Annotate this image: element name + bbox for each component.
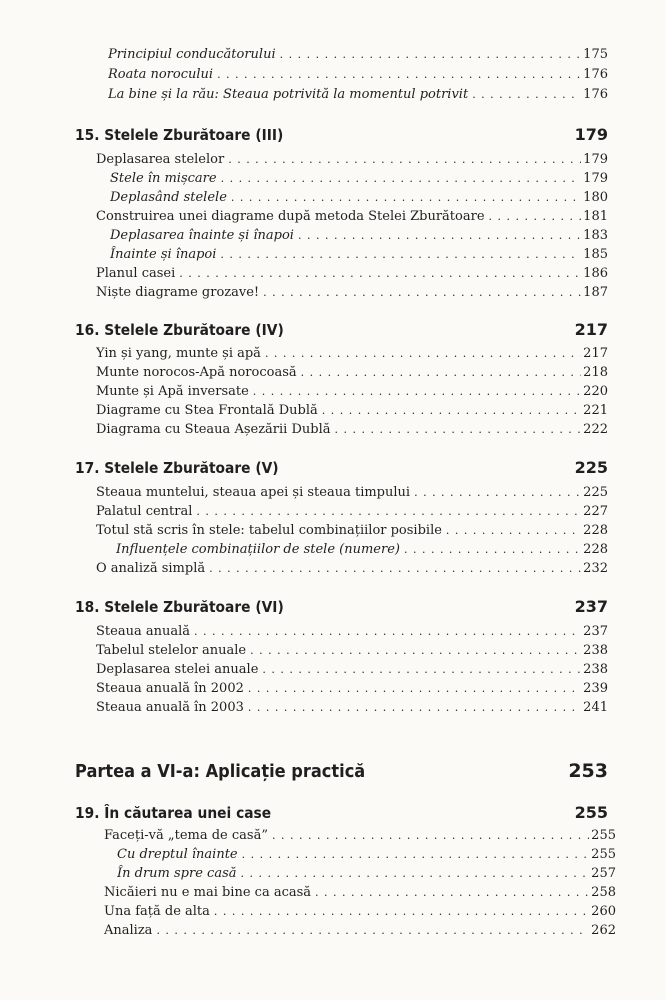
leader-dots	[194, 623, 581, 641]
leader-dots	[301, 364, 582, 382]
leader-dots	[242, 846, 590, 864]
toc-entry[interactable]	[96, 503, 608, 521]
section-page: 255	[574, 803, 608, 822]
toc-entry[interactable]	[110, 246, 608, 264]
toc-entry[interactable]	[108, 46, 608, 64]
toc-entry-label: Yin și yang, munte și apă	[96, 346, 261, 361]
toc-entry-label: Analiza	[104, 923, 153, 938]
part-heading[interactable]	[75, 760, 608, 782]
toc-entry-page: 222	[583, 422, 608, 437]
leader-dots	[241, 865, 590, 883]
toc-entry[interactable]	[96, 151, 608, 169]
leader-dots	[272, 827, 589, 845]
toc-entry-label: Stele în mișcare	[110, 171, 217, 186]
toc-entry-page: 228	[583, 523, 608, 538]
toc-entry-label: Steaua anuală în 2002	[96, 681, 244, 696]
section-title: 19. În căutarea unei case	[75, 804, 272, 822]
leader-dots	[231, 189, 581, 207]
toc-entry-page: 179	[583, 171, 608, 186]
leader-dots	[265, 345, 581, 363]
toc-entry[interactable]	[104, 827, 616, 845]
toc-entry[interactable]	[96, 402, 608, 420]
toc-entry-label: Steaua muntelui, steaua apei și steaua timpului	[96, 485, 411, 500]
toc-entry-page: 239	[583, 681, 608, 696]
leader-dots	[315, 884, 589, 902]
toc-entry-label: Principiul conducătorului	[108, 47, 276, 62]
toc-entry-page: 262	[591, 923, 616, 938]
section-heading-19[interactable]	[75, 803, 608, 822]
toc-entry-label: Cu dreptul înainte	[117, 847, 238, 862]
leader-dots	[280, 46, 582, 64]
toc-entry-page: 181	[583, 209, 608, 224]
toc-entry[interactable]	[110, 189, 608, 207]
toc-entry[interactable]	[96, 560, 608, 578]
toc-entry-page: 257	[591, 866, 616, 881]
toc-entry-page: 255	[591, 847, 616, 862]
section-page: 237	[574, 597, 608, 616]
leader-dots	[209, 560, 581, 578]
toc-entry-label: Diagrame cu Stea Frontală Dublă	[96, 403, 318, 418]
toc-entry-label: Munte norocos-Apă norocoasă	[96, 365, 297, 380]
leader-dots	[156, 922, 589, 940]
section-heading-18[interactable]	[75, 597, 608, 616]
toc-entry-page: 176	[583, 67, 608, 82]
leader-dots	[250, 642, 581, 660]
toc-entry[interactable]	[96, 383, 608, 401]
toc-entry-label: Totul stă scris în stele: tabelul combinațiilor posibile	[96, 523, 442, 538]
toc-entry[interactable]	[96, 623, 608, 641]
toc-entry-page: 260	[591, 904, 616, 919]
toc-entry-label: O analiză simplă	[96, 561, 206, 576]
leader-dots	[179, 265, 581, 283]
part-page: 253	[568, 760, 608, 782]
section-page: 225	[574, 458, 608, 477]
toc-entry-label: Faceți-vă „tema de casă”	[104, 828, 268, 843]
toc-entry[interactable]	[96, 208, 608, 226]
leader-dots	[472, 86, 581, 104]
toc-entry-page: 185	[583, 247, 608, 262]
toc-entry-page: 180	[583, 190, 608, 205]
toc-entry-label: Roata norocului	[108, 67, 214, 82]
toc-entry-page: 220	[583, 384, 608, 399]
toc-entry-label: Construirea unei diagrame după metoda Stelei Zburătoare	[96, 209, 485, 224]
leader-dots	[248, 680, 581, 698]
toc-entry-page: 217	[583, 346, 608, 361]
leader-dots	[248, 699, 581, 717]
toc-entry-label: Steaua anuală	[96, 624, 190, 639]
leader-dots	[404, 541, 581, 559]
leader-dots	[322, 402, 581, 420]
toc-entry-label: Munte și Apă inversate	[96, 384, 249, 399]
leader-dots	[253, 383, 581, 401]
section-heading-16[interactable]	[75, 320, 608, 339]
toc-entry-label: Deplasarea înainte și înapoi	[110, 228, 294, 243]
toc-entry[interactable]	[108, 66, 608, 84]
section-title: 15. Stelele Zburătoare (III)	[75, 126, 284, 144]
toc-entry-label: În drum spre casă	[117, 866, 237, 881]
toc-entry[interactable]	[96, 421, 608, 439]
toc-entry-page: 179	[583, 152, 608, 167]
section-heading-17[interactable]	[75, 458, 608, 477]
leader-dots	[221, 170, 582, 188]
toc-entry[interactable]	[117, 865, 616, 883]
leader-dots	[298, 227, 581, 245]
toc-entry[interactable]	[110, 227, 608, 245]
toc-entry-label: Înainte și înapoi	[110, 247, 217, 262]
leader-dots	[228, 151, 581, 169]
section-title: 18. Stelele Zburătoare (VI)	[75, 598, 284, 616]
toc-entry[interactable]	[96, 522, 608, 540]
section-heading-15[interactable]	[75, 125, 608, 144]
toc-entry-label: Nicăieri nu e mai bine ca acasă	[104, 885, 312, 900]
leader-dots	[263, 284, 581, 302]
toc-entry[interactable]	[96, 661, 608, 679]
toc-entry-label: La bine și la rău: Steaua potrivită la momentul potrivit	[108, 87, 469, 102]
section-page: 179	[574, 125, 608, 144]
toc-entry-page: 218	[583, 365, 608, 380]
section-page: 217	[574, 320, 608, 339]
toc-entry-label: Una față de alta	[104, 904, 210, 919]
toc-entry[interactable]	[110, 170, 608, 188]
toc-entry-page: 237	[583, 624, 608, 639]
toc-entry-page: 258	[591, 885, 616, 900]
leader-dots	[217, 66, 581, 84]
leader-dots	[196, 503, 581, 521]
toc-entry-label: Deplasarea stelelor	[96, 152, 225, 167]
toc-entry-page: 187	[583, 285, 608, 300]
leader-dots	[262, 661, 581, 679]
toc-entry[interactable]	[96, 642, 608, 660]
toc-entry[interactable]	[96, 265, 608, 283]
leader-dots	[446, 522, 581, 540]
leader-dots	[414, 484, 581, 502]
leader-dots	[489, 208, 582, 226]
toc-entry[interactable]	[96, 680, 608, 698]
toc-entry[interactable]	[96, 699, 608, 717]
toc-entry-page: 186	[583, 266, 608, 281]
toc-entry-label: Diagrama cu Steaua Așezării Dublă	[96, 422, 331, 437]
toc-entry[interactable]	[104, 884, 616, 902]
toc-entry-page: 225	[583, 485, 608, 500]
toc-entry[interactable]	[96, 364, 608, 382]
toc-entry[interactable]	[96, 484, 608, 502]
toc-entry-label: Steaua anuală în 2003	[96, 700, 244, 715]
leader-dots	[334, 421, 581, 439]
toc-entry[interactable]	[108, 86, 608, 104]
part-title: Partea a VI-a: Aplicație practică	[75, 761, 366, 782]
toc-entry-page: 238	[583, 662, 608, 677]
toc-entry[interactable]	[104, 903, 616, 921]
section-title: 16. Stelele Zburătoare (IV)	[75, 321, 284, 339]
section-title: 17. Stelele Zburătoare (V)	[75, 459, 279, 477]
toc-entry-label: Palatul central	[96, 504, 193, 519]
toc-entry-label: Deplasarea stelei anuale	[96, 662, 259, 677]
toc-entry-page: 183	[583, 228, 608, 243]
toc-entry-label: Niște diagrame grozave!	[96, 285, 260, 300]
toc-entry-label: Influențele combinațiilor de stele (numere)	[116, 542, 400, 557]
toc-entry-page: 176	[583, 87, 608, 102]
toc-entry[interactable]	[116, 541, 608, 559]
toc-entry-page: 255	[591, 828, 616, 843]
toc-entry-label: Tabelul stelelor anuale	[96, 643, 247, 658]
toc-entry-page: 227	[583, 504, 608, 519]
toc-entry-label: Deplasând stelele	[110, 190, 227, 205]
toc-entry[interactable]	[96, 345, 608, 363]
toc-entry[interactable]	[96, 284, 608, 302]
toc-entry[interactable]	[117, 846, 616, 864]
toc-entry-page: 238	[583, 643, 608, 658]
leader-dots	[220, 246, 581, 264]
toc-entry-page: 221	[583, 403, 608, 418]
toc-entry-page: 241	[583, 700, 608, 715]
toc-entry-page: 228	[583, 542, 608, 557]
toc-entry-label: Planul casei	[96, 266, 176, 281]
toc-entry-page: 175	[583, 47, 608, 62]
toc-entry[interactable]	[104, 922, 616, 940]
toc-entry-page: 232	[583, 561, 608, 576]
leader-dots	[214, 903, 589, 921]
